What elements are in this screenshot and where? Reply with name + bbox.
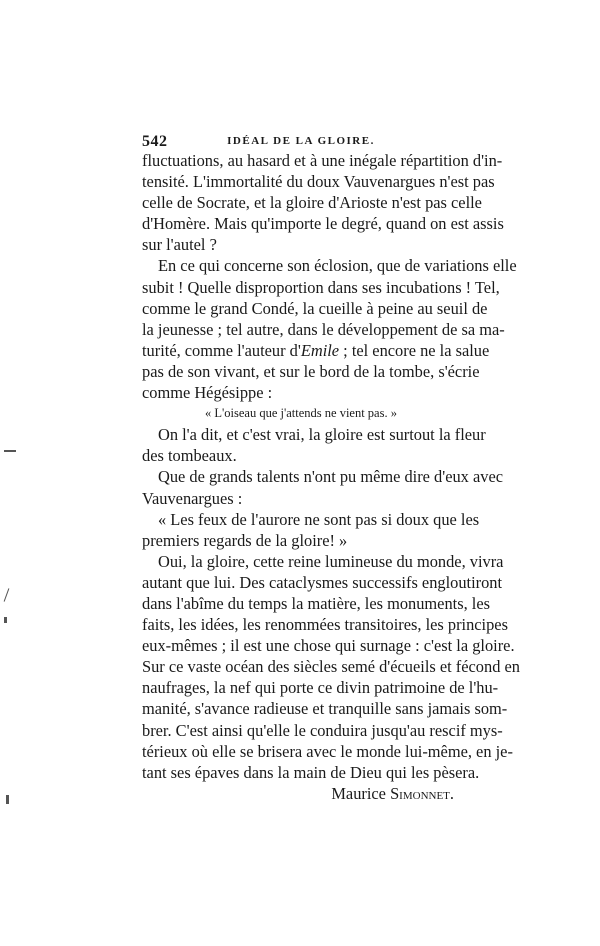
- text-line: des tombeaux.: [142, 446, 237, 466]
- text-line: la jeunesse ; tel autre, dans le développement de sa ma-: [142, 319, 505, 339]
- text-line: subit ! Quelle disproportion dans ses incubations ! Tel,: [142, 277, 500, 297]
- body-text: [142, 150, 520, 804]
- emile-title: Emile: [300, 340, 340, 360]
- text-line: autant que lui. Des cataclysmes successifs engloutiront: [142, 572, 503, 592]
- text-line: premiers regards de la gloire! »: [142, 530, 348, 550]
- text-line: « Les feux de l'aurore ne sont pas si doux que les: [158, 509, 480, 529]
- text-line: sur l'autel ?: [142, 235, 217, 255]
- text-line: pas de son vivant, et sur le bord de la tombe, s'écrie: [142, 361, 480, 381]
- text-fragment: ; tel encore ne la salue: [339, 340, 490, 360]
- scan-mark: [4, 617, 7, 623]
- running-title: IDÉAL DE LA GLOIRE.: [227, 135, 375, 147]
- text-line-emile: [142, 340, 490, 361]
- text-line: celle de Socrate, et la gloire d'Arioste n'est pas celle: [142, 193, 482, 213]
- signature-family-name: Simonnet.: [390, 783, 454, 803]
- text-line: comme le grand Condé, la cueille à peine au seuil de: [142, 298, 488, 318]
- text-line: térieux où elle se brisera avec le monde lui-même, en je-: [142, 741, 513, 761]
- quote-line: « L'oiseau que j'attends ne vient pas. »: [205, 406, 397, 421]
- scan-mark: [4, 450, 16, 452]
- text-line: eux-mêmes ; il est une chose qui surnage : c'est la gloire.: [142, 636, 515, 656]
- signature-given-name: Maurice: [331, 783, 391, 803]
- text-line: d'Homère. Mais qu'importe le degré, quand on est assis: [142, 214, 504, 234]
- signature: [142, 783, 460, 804]
- text-line: manité, s'avance radieuse et tranquille sans jamais som-: [142, 699, 508, 719]
- text-line: tensité. L'immortalité du doux Vauvenargues n'est pas: [142, 172, 495, 192]
- text-line: Que de grands talents n'ont pu même dire d'eux avec: [158, 467, 503, 487]
- text-line: Sur ce vaste océan des siècles semé d'écueils et fécond en: [142, 657, 520, 677]
- text-line: comme Hégésippe :: [142, 383, 273, 403]
- page-number: 542: [142, 133, 168, 150]
- text-line: tant ses épaves dans la main de Dieu qui les pèsera.: [142, 762, 480, 782]
- text-line: faits, les idées, les renommées transitoires, les principes: [142, 615, 508, 635]
- text-line: dans l'abîme du temps la matière, les monuments, les: [142, 593, 490, 613]
- text-fragment: turité, comme l'auteur d': [142, 340, 301, 360]
- text-line: On l'a dit, et c'est vrai, la gloire est surtout la fleur: [158, 425, 486, 445]
- text-line: En ce qui concerne son éclosion, que de variations elle: [158, 256, 517, 276]
- text-line: brer. C'est ainsi qu'elle le conduira jusqu'au rescif mys-: [142, 720, 503, 740]
- text-line: naufrages, la nef qui porte ce divin patrimoine de l'hu-: [142, 678, 499, 698]
- text-line: Vauvenargues :: [142, 488, 243, 508]
- text-line: fluctuations, au hasard et à une inégale répartition d'in-: [142, 151, 503, 170]
- scan-mark: [4, 588, 10, 601]
- scan-mark: [6, 795, 9, 804]
- text-line: Oui, la gloire, cette reine lumineuse du monde, vivra: [158, 551, 504, 571]
